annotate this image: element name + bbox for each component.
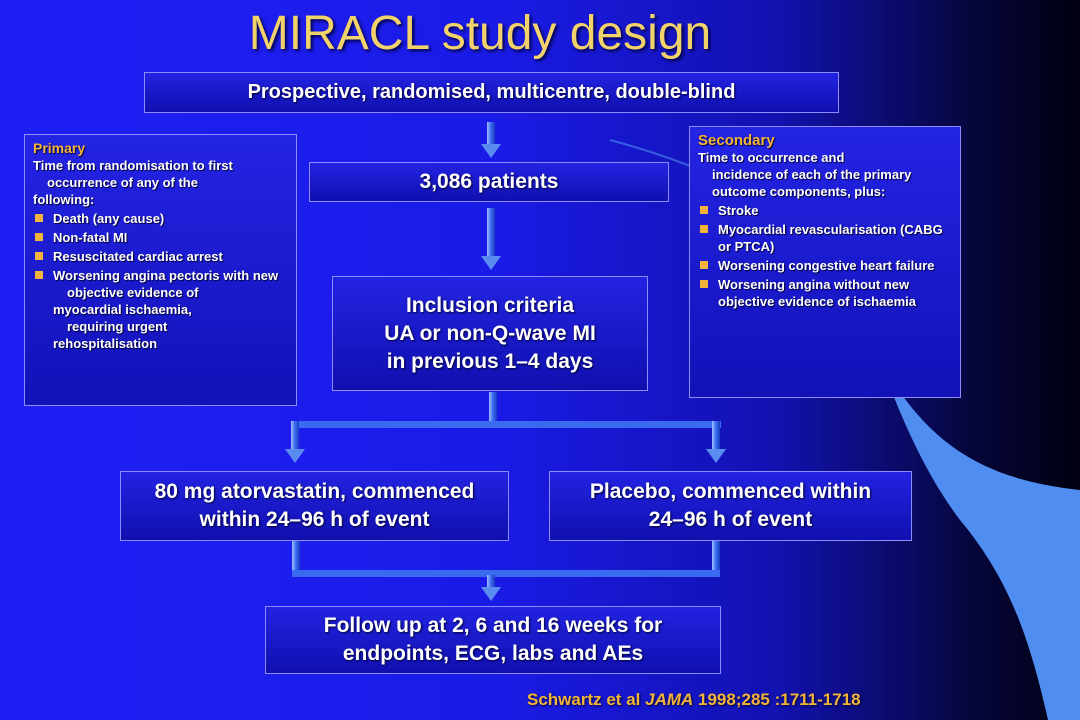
- primary-endpoint-item-angina: [33, 267, 288, 352]
- placebo-arm-box: [549, 471, 912, 541]
- primary-intro-2: occurrence of any of the: [47, 175, 198, 190]
- secondary-endpoint-item: Worsening congestive heart failure: [698, 257, 952, 274]
- placebo-line-2: 24–96 h of event: [648, 508, 813, 531]
- secondary-heading: Secondary: [698, 132, 775, 149]
- primary-endpoint-box: [24, 134, 297, 406]
- placebo-line-1: Placebo, commenced within: [589, 480, 872, 503]
- citation-details: 1998;285 :1711-1718: [698, 690, 861, 709]
- atorvastatin-arm-box: [120, 471, 509, 541]
- secondary-endpoint-box: [689, 126, 961, 398]
- secondary-endpoint-item: Worsening angina without new objective evidence of ischaemia: [698, 276, 952, 310]
- secondary-endpoint-item: Stroke: [698, 202, 952, 219]
- arrow-design-to-patients: [481, 122, 501, 158]
- secondary-intro-1: Time to occurrence and: [698, 150, 845, 165]
- split-bracket: [285, 392, 726, 463]
- patients-box: [309, 162, 669, 202]
- primary-intro-3: following:: [33, 192, 95, 207]
- secondary-endpoint-list: [698, 202, 952, 310]
- inclusion-criteria-box: [332, 276, 648, 391]
- inclusion-line-2: in previous 1–4 days: [386, 349, 594, 373]
- primary-angina-line-3: myocardial ischaemia,: [53, 302, 192, 317]
- study-design-box: [144, 72, 839, 113]
- primary-angina-line-1: Worsening angina pectoris with new: [53, 268, 279, 283]
- follow-up-line-1: Follow up at 2, 6 and 16 weeks for: [323, 614, 663, 637]
- secondary-intro-2: incidence of each of the primary outcome components, plus:: [712, 167, 912, 199]
- citation-authors: Schwartz et al: [527, 690, 641, 709]
- arrow-patients-to-inclusion: [481, 208, 501, 270]
- primary-angina-line-4: requiring urgent: [67, 319, 168, 334]
- primary-angina-line-5: rehospitalisation: [53, 336, 158, 351]
- merge-bracket: [292, 541, 720, 601]
- primary-endpoint-item: Death (any cause): [33, 210, 288, 227]
- primary-endpoint-item: Non-fatal MI: [33, 229, 288, 246]
- patients-text: 3,086 patients: [419, 170, 559, 193]
- follow-up-line-2: endpoints, ECG, labs and AEs: [342, 642, 644, 665]
- primary-endpoint-list: [33, 210, 288, 352]
- atorvastatin-line-2: within 24–96 h of event: [199, 508, 430, 531]
- follow-up-box: [265, 606, 721, 674]
- atorvastatin-line-1: 80 mg atorvastatin, commenced: [154, 480, 475, 503]
- citation-journal: JAMA: [645, 690, 694, 709]
- primary-endpoint-item: Resuscitated cardiac arrest: [33, 248, 288, 265]
- citation: [527, 690, 861, 710]
- slide-title: MIRACL study design: [248, 7, 712, 60]
- inclusion-line-1: UA or non-Q-wave MI: [384, 321, 596, 345]
- primary-angina-line-2: objective evidence of: [67, 285, 199, 300]
- study-design-text: Prospective, randomised, multicentre, double-blind: [247, 81, 736, 103]
- primary-heading: Primary: [33, 140, 86, 156]
- primary-intro-1: Time from randomisation to first: [33, 158, 233, 173]
- secondary-endpoint-item: Myocardial revascularisation (CABG or PTCA): [698, 221, 952, 255]
- inclusion-heading: Inclusion criteria: [405, 293, 575, 317]
